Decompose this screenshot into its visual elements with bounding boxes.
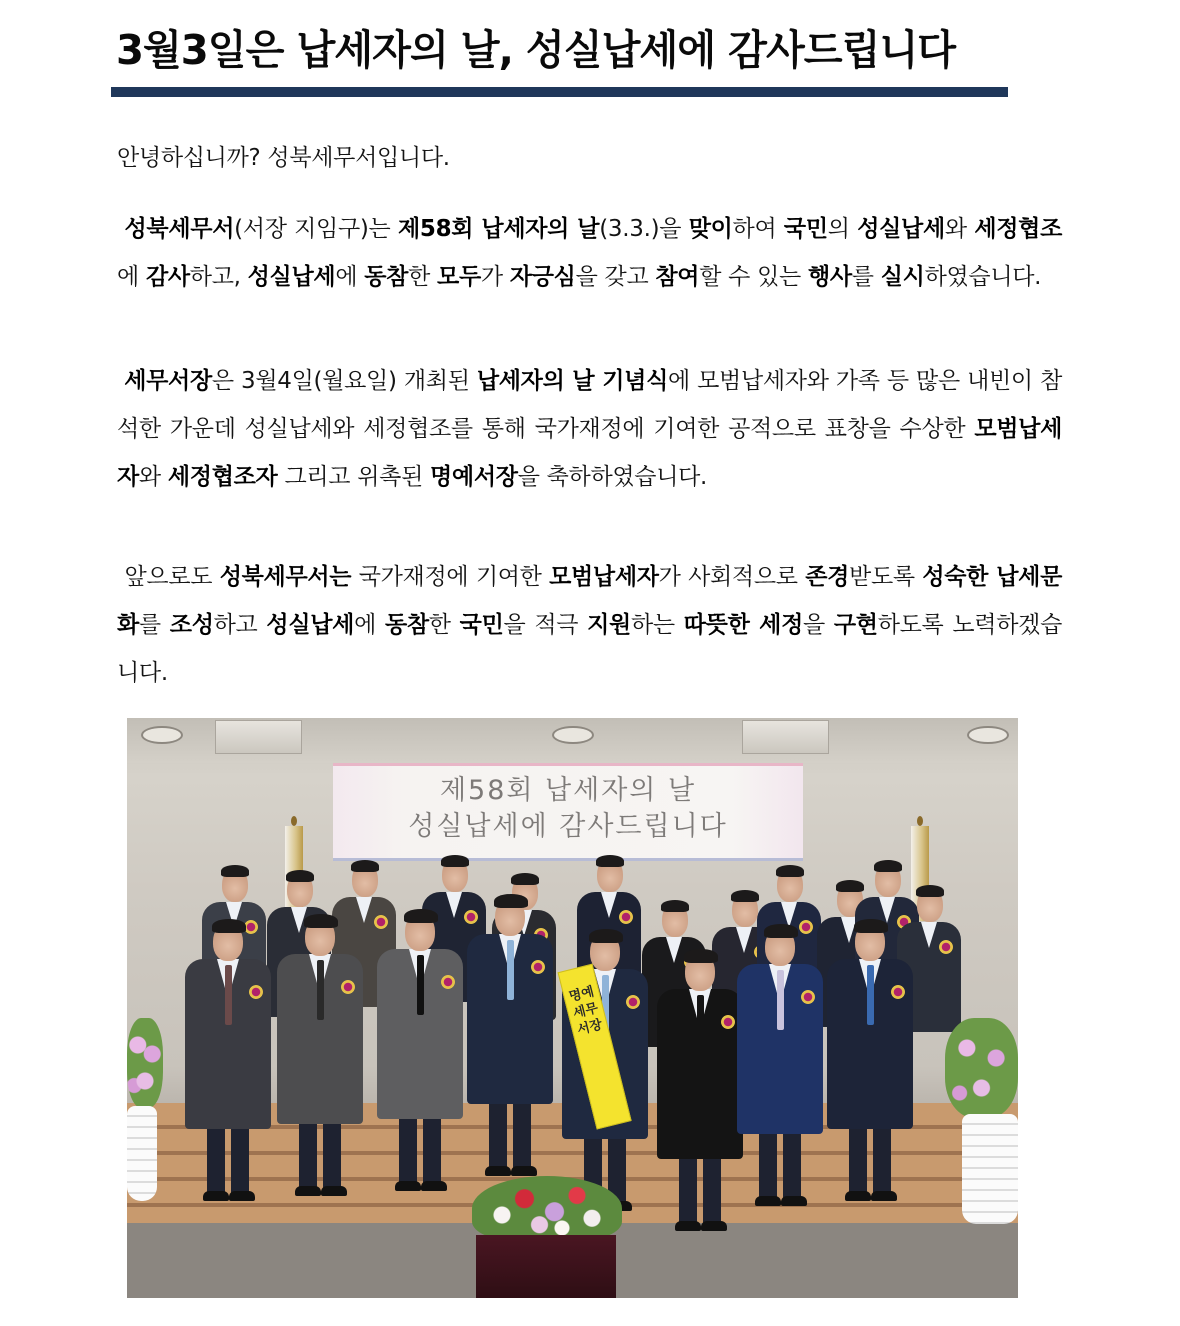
- paragraph-event-intro: [117, 205, 1062, 301]
- emphasized-text: 성북세무서는: [219, 564, 352, 590]
- ceiling-light: [141, 726, 183, 744]
- body-text: 을 축하하였습니다.: [517, 464, 708, 490]
- emphasized-text: 동참: [364, 264, 409, 290]
- body-text: 하고: [213, 612, 267, 638]
- body-text: 와: [944, 216, 975, 242]
- body-text: 을 갖고: [575, 264, 656, 290]
- air-conditioner: [742, 720, 829, 754]
- emphasized-text: 맞이: [688, 216, 733, 242]
- air-conditioner: [215, 720, 302, 754]
- body-text: (3.3.)을: [599, 216, 689, 242]
- body-text: 받도록: [849, 564, 923, 590]
- body-text: 하여: [732, 216, 784, 242]
- body-text: 하였습니다.: [924, 264, 1042, 290]
- body-text: 의: [827, 216, 858, 242]
- emphasized-text: 제58회 납세자의 날: [397, 216, 600, 242]
- emphasized-text: 세정협조: [974, 216, 1062, 242]
- emphasized-text: 국민: [459, 612, 504, 638]
- body-text: 국가재정에 기여한: [351, 564, 550, 590]
- emphasized-text: 성실납세: [266, 612, 355, 638]
- banner-line-2: 성실납세에 감사드립니다: [408, 811, 728, 842]
- body-text: 앞으로도: [124, 564, 220, 590]
- emphasized-text: 모두: [437, 264, 481, 290]
- body-text: 하는: [630, 612, 684, 638]
- body-text: 를: [851, 264, 881, 290]
- body-text: 를: [138, 612, 170, 638]
- emphasized-text: 동참: [384, 612, 429, 638]
- emphasized-text: 따뜻한 세정: [683, 612, 803, 638]
- emphasized-text: 참여: [655, 264, 700, 290]
- emphasized-text: 납세자의 날 기념식: [476, 368, 668, 394]
- title-underline-bar: [111, 87, 1008, 97]
- draped-table: [476, 1235, 616, 1298]
- emphasized-text: 세무서장: [124, 368, 212, 394]
- body-text: 은 3월4일(월요일) 개최된: [211, 368, 477, 394]
- banner-line-1: 제58회 납세자의 날: [439, 775, 697, 806]
- body-text: 가: [480, 264, 510, 290]
- emphasized-text: 조성: [169, 612, 214, 638]
- emphasized-text: 구현: [833, 612, 878, 638]
- body-text: 을 적극: [503, 612, 588, 638]
- greeting-text: 안녕하십니까? 성북세무서입니다.: [117, 145, 450, 171]
- body-text: 을: [803, 612, 834, 638]
- body-text: 와: [138, 464, 168, 490]
- emphasized-text: 존경: [805, 564, 850, 590]
- body-text: 한: [428, 612, 460, 638]
- body-text: 한: [408, 264, 438, 290]
- flower-pot-right: [962, 1114, 1018, 1224]
- orchid-plant-left: [127, 1018, 163, 1108]
- sash-label: 명예세무서장: [567, 984, 604, 1038]
- paragraph-commitment: [117, 553, 1062, 697]
- flower-pot-left: [127, 1106, 157, 1201]
- emphasized-text: 모범납세자: [549, 564, 659, 590]
- body-text: 가 사회적으로: [658, 564, 806, 590]
- body-text: 하도록 노력하겠습니다.: [117, 612, 1062, 686]
- emphasized-text: 모범납세자: [117, 416, 1062, 490]
- emphasized-text: 실시: [880, 264, 925, 290]
- body-text: 에: [354, 612, 385, 638]
- body-text: 할 수 있는: [699, 264, 808, 290]
- body-text: 에: [335, 264, 365, 290]
- body-text: 에: [117, 264, 146, 290]
- emphasized-text: 성실납세: [247, 264, 336, 290]
- paragraph-ceremony: [117, 357, 1062, 501]
- emphasized-text: 세정협조자: [167, 464, 278, 490]
- emphasized-text: 성숙한 납세문화: [117, 564, 1063, 638]
- emphasized-text: 명예서장: [430, 464, 518, 490]
- emphasized-text: 자긍심: [509, 264, 576, 290]
- body-text: 하고,: [189, 264, 248, 290]
- emphasized-text: 성북세무서: [124, 216, 235, 242]
- ceiling-light: [552, 726, 594, 744]
- body-text: (서장 지임구)는: [234, 216, 398, 242]
- flagpole-top: [291, 816, 297, 826]
- ceremony-group-photo: [127, 718, 1018, 1298]
- orchid-plant-right: [945, 1018, 1018, 1118]
- emphasized-text: 국민: [783, 216, 828, 242]
- emphasized-text: 감사: [145, 264, 190, 290]
- projection-screen: [333, 763, 803, 861]
- emphasized-text: 행사: [807, 264, 852, 290]
- ceiling-light: [967, 726, 1009, 744]
- page-title: 3월3일은 납세자의 날, 성실납세에 감사드립니다: [116, 26, 956, 74]
- emphasized-text: 지원: [587, 612, 631, 638]
- body-text: 그리고 위촉된: [277, 464, 430, 490]
- flagpole-top: [917, 816, 923, 826]
- body-text: 에 모범납세자와 가족 등 많은 내빈이 참석한 가운데 성실납세와 세정협조를 통해 국가재정에 기여한 공적으로 표창을 수상한: [117, 368, 1062, 442]
- emphasized-text: 성실납세: [857, 216, 945, 242]
- flower-arrangement: [472, 1176, 622, 1241]
